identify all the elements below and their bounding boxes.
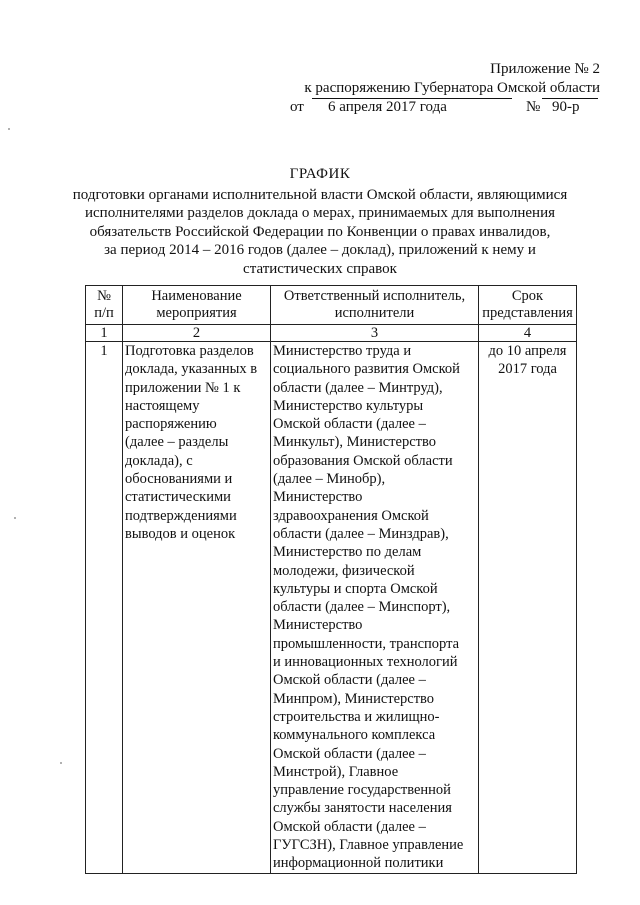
activity-line: доклада), с xyxy=(125,452,193,469)
activity-line: Подготовка разделов xyxy=(125,343,254,359)
activity-line: распоряжению xyxy=(125,416,217,433)
activity-line: настоящему xyxy=(125,397,200,414)
executor-line: управление государственной xyxy=(273,782,451,799)
executor-line: (далее – Минобр), xyxy=(273,471,386,488)
header-text: п/п xyxy=(94,305,114,321)
executor-line: Минпром), Министерство xyxy=(273,690,435,707)
header-text: № xyxy=(97,288,111,304)
index-cell: 2 xyxy=(123,325,271,342)
executor-line: Министерство труда и xyxy=(273,343,412,359)
executor-line: коммунального комплекса xyxy=(273,727,436,744)
executor-line: Омской области (далее – xyxy=(273,416,426,433)
executor-line: области (далее – Минтруд), xyxy=(273,379,443,396)
executor-line: Омской области (далее – xyxy=(273,818,426,835)
executor-line: культуры и спорта Омской xyxy=(273,580,438,597)
index-cell: 1 xyxy=(86,325,123,342)
executor-line: ГУГСЗН), Главное управление xyxy=(273,837,464,854)
annex-date-number-line xyxy=(290,98,600,118)
annex-number: 90-р xyxy=(552,99,580,115)
executor-line: информационной политики xyxy=(273,855,444,872)
executor-line: Омской области (далее – xyxy=(273,745,426,762)
executor-line: Омской области (далее – xyxy=(273,672,426,689)
activity-cell xyxy=(123,342,271,874)
subtitle-line: подготовки органами исполнительной власти Омской области, являющимися xyxy=(72,186,568,203)
activity-line: выводов и оценок xyxy=(125,525,236,542)
document-title: ГРАФИК xyxy=(289,166,351,182)
executor-line: социального развития Омской xyxy=(273,361,460,378)
executor-line: Министерство xyxy=(273,489,363,506)
header-activity xyxy=(123,286,271,325)
index-cell: 4 xyxy=(479,325,577,342)
executor-line: службы занятости населения xyxy=(273,800,452,817)
annex-reference: к распоряжению Губернатора Омской области xyxy=(304,80,600,96)
header-executor xyxy=(271,286,479,325)
executor-line: Министерство по делам xyxy=(273,544,422,561)
executor-line: молодежи, физической xyxy=(273,562,415,579)
executor-cell xyxy=(271,342,479,874)
header-text: Срок xyxy=(511,288,544,304)
executor-line: Минстрой), Главное xyxy=(273,763,399,780)
subtitle-line: обязательств Российской Федерации по Конвенции о правах инвалидов, xyxy=(89,223,551,240)
activity-line: обоснованиями и xyxy=(125,471,233,488)
deadline-cell xyxy=(479,342,577,874)
header-text: Наименование xyxy=(151,288,242,304)
annex-block xyxy=(290,60,600,118)
scan-speck xyxy=(14,517,16,519)
table-index-row xyxy=(86,325,577,342)
table-row xyxy=(86,342,577,874)
activity-line: доклада, указанных в xyxy=(125,361,258,378)
row-number: 1 xyxy=(86,342,123,874)
header-deadline xyxy=(479,286,577,325)
schedule-table xyxy=(85,285,577,874)
executor-line: Минкульт), Министерство xyxy=(273,434,436,451)
executor-line: и инновационных технологий xyxy=(273,654,458,671)
executor-line: строительства и жилищно- xyxy=(273,708,440,725)
subtitle-line: за период 2014 – 2016 годов (далее – доклад), приложений к нему и xyxy=(104,242,536,258)
scan-speck xyxy=(8,128,10,130)
executor-line: образования Омской области xyxy=(273,452,453,469)
executor-line: области (далее – Минспорт), xyxy=(273,599,451,616)
subtitle-line: исполнителями разделов доклада о мерах, принимаемых для выполнения xyxy=(84,205,556,221)
header-text: мероприятия xyxy=(156,305,237,321)
annex-date: 6 апреля 2017 года xyxy=(328,99,447,115)
table-header-row xyxy=(86,286,577,325)
executor-line: промышленности, транспорта xyxy=(273,635,460,652)
index-cell: 3 xyxy=(271,325,479,342)
executor-line: Министерство xyxy=(273,617,363,634)
deadline-line: 2017 года xyxy=(498,361,557,378)
executor-line: Министерство культуры xyxy=(273,397,424,414)
header-text: исполнители xyxy=(334,305,415,321)
executor-line: здравоохранения Омской xyxy=(273,507,429,524)
header-text: представления xyxy=(482,305,573,321)
from-label: от xyxy=(290,99,304,115)
scan-speck xyxy=(60,762,62,764)
header-number xyxy=(86,286,123,325)
activity-line: подтверждениями xyxy=(125,507,237,524)
annex-title: Приложение № 2 xyxy=(490,61,600,77)
activity-line: статистическими xyxy=(125,489,231,506)
deadline-line: до 10 апреля xyxy=(488,343,567,359)
header-text: Ответственный исполнитель, xyxy=(283,288,466,304)
executor-line: области (далее – Минздрав), xyxy=(273,525,449,542)
activity-line: (далее – разделы xyxy=(125,434,229,451)
document-title-block xyxy=(70,165,570,278)
activity-line: приложении № 1 к xyxy=(125,379,241,396)
subtitle-line: статистических справок xyxy=(243,260,397,277)
number-label: № xyxy=(526,99,541,115)
